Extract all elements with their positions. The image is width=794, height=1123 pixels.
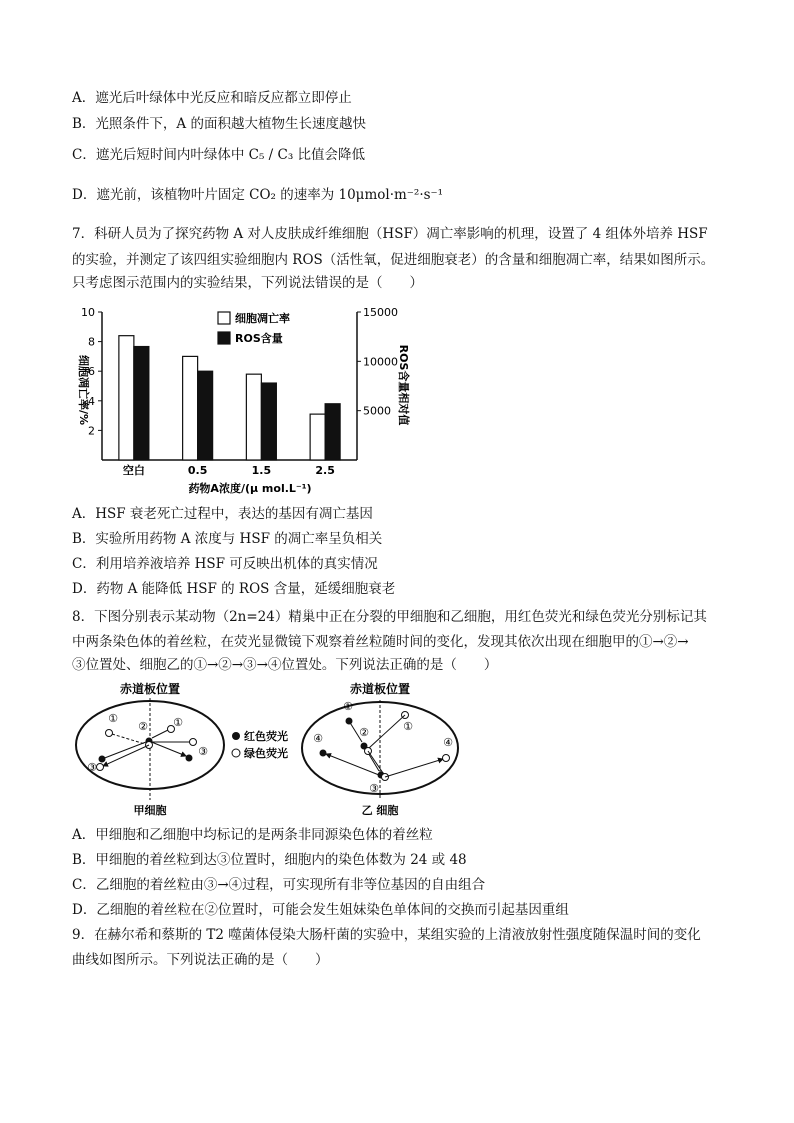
q6-option-b: B．光照条件下，A 的面积越大植物生长速度越快 — [72, 116, 366, 132]
cell-label-right: 乙 细胞 — [361, 804, 399, 817]
q8-option-c: C．乙细胞的着丝粒由③→④过程，可实现所有非等位基因的自由组合 — [72, 877, 486, 893]
q8-cell-figure — [72, 680, 472, 820]
legend-swatch — [218, 332, 230, 344]
q8-stem-line2: 中两条染色体的着丝粒，在荧光显微镜下观察着丝粒随时间的变化，发现其依次出现在细胞甲的①→②→ — [72, 634, 689, 650]
pos-label: ④ — [313, 732, 323, 745]
plate-label-left: 赤道板位置 — [119, 682, 181, 696]
plate-label-right: 赤道板位置 — [349, 682, 411, 696]
pos-label: ① — [108, 712, 118, 725]
q7-stem-line1: 7．科研人员为了探究药物 A 对人皮肤成纤维细胞（HSF）凋亡率影响的机理，设置了 4 组体外培养 HSF — [72, 226, 708, 242]
tick-label-left: 10 — [81, 306, 95, 319]
bar-ros — [261, 383, 276, 460]
q7-option-a: A．HSF 衰老死亡过程中，表达的基因有凋亡基因 — [72, 506, 373, 522]
q6-option-d: D．遮光前，该植物叶片固定 CO₂ 的速率为 10μmol·m⁻²·s⁻¹ — [72, 187, 444, 203]
pos-label: ④ — [443, 736, 453, 749]
chart-ylabel-left: 细胞凋亡率/% — [77, 354, 90, 426]
cell-figure-svg — [72, 680, 472, 820]
q7-stem-line2: 的实验，并测定了该四组实验细胞内 ROS（活性氧，促进细胞衰老）的含量和细胞凋亡率，结果如图所示。 — [72, 252, 715, 268]
red-dot — [186, 755, 193, 762]
pos-label: ② — [359, 726, 369, 739]
legend-label: ROS含量 — [235, 332, 283, 345]
tick-label-right: 5000 — [363, 404, 391, 418]
chart-xlabel: 药物A浓度/(μ mol.L⁻¹) — [188, 482, 312, 495]
track-line — [369, 715, 405, 748]
q9-stem-line2: 曲线如图所示。下列说法正确的是（ ） — [72, 952, 329, 968]
legend-green-label: 绿色荧光 — [244, 747, 288, 760]
bar-apoptosis — [183, 356, 198, 460]
bar-apoptosis — [246, 374, 261, 460]
green-dot — [190, 739, 197, 746]
chart-svg — [72, 300, 412, 500]
q7-option-c: C．利用培养液培养 HSF 可反映出机体的真实情况 — [72, 556, 378, 572]
pos-label: ③ — [198, 745, 208, 758]
bar-ros — [134, 347, 149, 460]
red-dot — [320, 750, 327, 757]
legend-red-swatch — [232, 732, 240, 740]
q8-stem-line1: 8．下图分别表示某动物（2n=24）精巢中正在分裂的甲细胞和乙细胞，用红色荧光和绿色荧光分别标记其 — [72, 609, 707, 625]
track-line — [149, 741, 186, 756]
pos-label: ① — [403, 720, 413, 733]
legend-green-swatch — [232, 749, 240, 757]
cell-label-left: 甲细胞 — [133, 804, 167, 817]
x-tick-label: 1.5 — [251, 464, 272, 477]
green-dot — [97, 764, 104, 771]
bar-ros — [325, 404, 340, 460]
q8-option-b: B．甲细胞的着丝粒到达③位置时，细胞内的染色体数为 24 或 48 — [72, 852, 467, 868]
track-line — [368, 751, 383, 773]
q8-option-a: A．甲细胞和乙细胞中均标记的是两条非同源染色体的着丝粒 — [72, 827, 433, 843]
track-line — [385, 759, 443, 777]
track-line — [112, 734, 145, 744]
q7-bar-chart — [72, 300, 412, 500]
legend-red-label: 红色荧光 — [244, 730, 288, 743]
bar-apoptosis — [119, 336, 134, 460]
legend-swatch — [218, 312, 230, 324]
pos-label: ① — [343, 700, 353, 713]
pos-label: ② — [138, 720, 148, 733]
tick-label-right: 10000 — [363, 355, 398, 369]
track-line — [152, 730, 168, 738]
q8-option-d: D．乙细胞的着丝粒在②位置时，可能会发生姐妹染色单体间的交换而引起基因重组 — [72, 902, 569, 918]
q6-option-a: A．遮光后叶绿体中光反应和暗反应都立即停止 — [72, 90, 352, 106]
q8-stem-line3: ③位置处、细胞乙的①→②→③→④位置处。下列说法正确的是（ ） — [72, 657, 498, 673]
tick-label-left: 2 — [88, 424, 95, 438]
green-dot — [106, 730, 113, 737]
x-tick-label: 空白 — [122, 464, 145, 477]
x-tick-label: 0.5 — [187, 464, 208, 477]
x-tick-label: 2.5 — [315, 464, 335, 477]
pos-label: ③ — [369, 782, 379, 795]
pos-label: ① — [173, 716, 183, 729]
tick-label-left: 6 — [88, 365, 95, 379]
q7-option-b: B．实验所用药物 A 浓度与 HSF 的凋亡率呈负相关 — [72, 531, 383, 547]
q6-option-c: C．遮光后短时间内叶绿体中 C₅ / C₃ 比值会降低 — [72, 147, 366, 163]
tick-label-right: 15000 — [363, 306, 398, 319]
q7-stem-line3: 只考虑图示范围内的实验结果，下列说法错误的是（ ） — [72, 275, 423, 291]
bar-ros — [198, 371, 213, 460]
tick-label-left: 8 — [88, 335, 95, 349]
q9-stem-line1: 9．在赫尔希和蔡斯的 T2 噬菌体侵染大肠杆菌的实验中，某组实验的上清液放射性强度随保温时间的变化 — [72, 927, 701, 943]
legend-label: 细胞凋亡率 — [235, 312, 290, 325]
bar-apoptosis — [310, 414, 325, 460]
q7-option-d: D．药物 A 能降低 HSF 的 ROS 含量，延缓细胞衰老 — [72, 581, 396, 597]
green-dot — [443, 755, 450, 762]
tick-label-left: 4 — [88, 394, 95, 408]
pos-label: ③ — [87, 761, 97, 774]
chart-ylabel-right: ROS含量相对值 — [397, 344, 410, 426]
